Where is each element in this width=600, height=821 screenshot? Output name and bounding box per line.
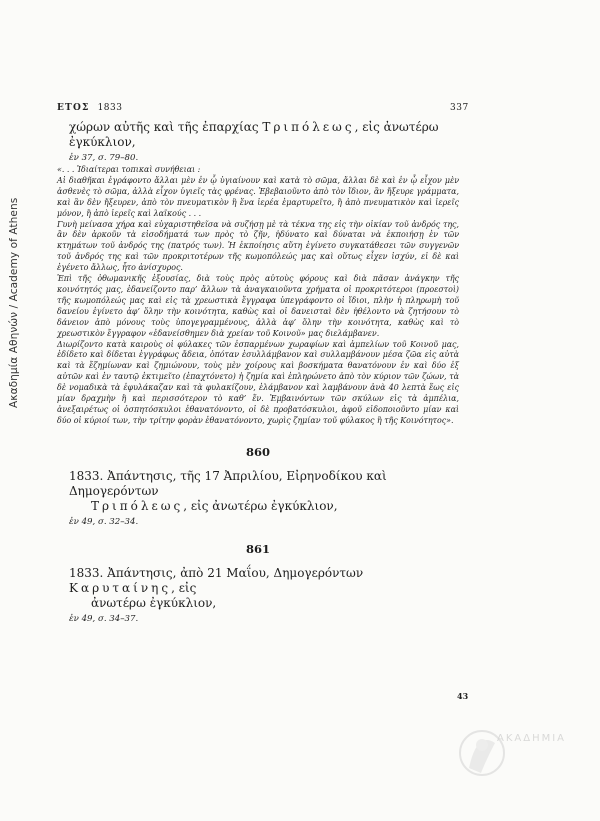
entry-title-text-end: , εἰς ἀνωτέρω [354, 120, 439, 134]
paragraph: Ἐπὶ τῆς ὀθωμανικῆς ἐξουσίας, διὰ τοὺς πρὸς αὐτοὺς φόρους καὶ διὰ πᾶσαν ἀνάγκην τῆς κοινότητός μας, ἐδανείζοντο παρ’ ἄλλων τὰ ἀναγκαιοῦντα χρήματα οἱ προκριτότεροι (προεστοὶ) τῆς κωμοπόλεώς μας καὶ εἰς τὰ χρεωστικὰ ἔγγραφα ὑπεγράφοντο οἱ ἴδιοι, πλὴν ἡ πληρωμὴ τοῦ δανείου ἐγίνετο ἀφ’ ὅλην τὴν κοινότητα, καθὼς καὶ οἱ δανεισταὶ δὲν ἠθέλοντο νὰ ζητήσουν τὸ δάνειον ἀπὸ μόνους τοὺς ὑπογεγραμμένους, ἀλλὰ ἀφ’ ὅλην τὴν κοινότητα, καθὼς καὶ τὸ χρεωστικὸν ἔγγραφον «ἐδανείσθημεν διὰ χρείαν τοῦ Κοινοῦ» μας διελάμβανεν. [57, 274, 459, 338]
archive-sidebar-label: Ακαδημία Αθηνών / Academy of Athens [8, 197, 20, 408]
entry-title [69, 120, 459, 150]
entry-reference: ἐν 49, σ. 34–37. [69, 613, 139, 624]
entry-title-text-end: , εἰς [171, 580, 197, 595]
entry-title-place: Τριπόλεως [262, 120, 355, 134]
entry-860 [57, 445, 459, 528]
header-year: 1833 [97, 103, 123, 113]
entry-number: 860 [245, 444, 270, 459]
entry-continued [57, 120, 459, 427]
paragraph: Αἱ διαθῆκαι ἐγράφοντο ἄλλαι μὲν ἐν ᾧ ὑγιαίνουν καὶ κατὰ τὸ σῶμα, ἄλλαι δὲ καὶ ἐν ᾧ εἶχον μὲν ἀσθενὲς τὸ σῶμα, ἀλλὰ εἶχον ὑγιεῖς τὰς φρένας. Ἐβεβαιοῦντο ἀπὸ τὸν ἴδιον, ἂν ἤξευρε γράμματα, καὶ ἂν δὲν ἤξευρεν, ἀπὸ τὸν πνευματικὸν ἢ ἕνα ἱερέα ἐμαρτυρεῖτο, ἢ ἀπὸ πνευματικὸν καὶ ἱερεῖς μόνον, ἢ ἀπὸ ἱερεῖς καὶ λαϊκούς . . . [57, 175, 459, 218]
entry-title-text: χώρων αὐτῆς καὶ τῆς ἐπαρχίας [69, 120, 263, 134]
paragraph: Διωρίζοντο κατὰ καιροὺς οἱ φύλακες τῶν ἐσπαρμένων χωραφίων καὶ ἀμπελίων τοῦ Κοινοῦ μας, ἐδίδετο καὶ δίδεται ἐγγράφως ἄδεια, ὁπόταν ἐσυλλάμβανον καὶ συλλαμβάνουν μέσα ζῶα εἰς αὐτὰ καὶ τὰ ἔζημίωναν καὶ ζημιώνουν, τοὺς μὲν χοίρους καὶ βοσκήματα θανατόνουν ἐν καὶ δύο ἐξ αὐτῶν καὶ ἐν ταυτῷ ἐκτιμεῖτο (ἐπαχτόνετο) ἡ ζημία καὶ ἐπληρώνετο ἀπὸ τὸν κύριον τῶν ζώων, τὰ δὲ νομαδικὰ τὰ ἐφυλάκαζαν καὶ τὰ φυλακίζουν, ἐλάμβανον καὶ λαμβάνουν ἀνὰ 40 λεπτὰ ἕως εἰς μίαν δραχμὴν ἢ καὶ περισσότερον τὸ καθ’ ἕν. Ἐμβαινόντων τῶν σκύλων εἰς τὰ ἀμπέλια, ἀνεξαιρέτως οἱ ὀσπητόσκυλοι ἐθανατόνοντο, οἱ δὲ προβατόσκυλοι, ἀφοῦ εἰδοποιοῦντο μίαν καὶ δύο οἱ κύριοί των, τὴν τρίτην φορὰν ἐθανατόνοντο, χωρὶς ζημίαν τοῦ φύλακος ἢ τῆς Κοινότητος». [57, 339, 459, 425]
entry-reference: ἐν 49, σ. 32–34. [69, 516, 139, 527]
paragraph: Γυνὴ μείνασα χήρα καὶ εὐχαριστηθεῖσα νὰ συζήσῃ μὲ τὰ τέκνα της εἰς τὴν οἰκίαν τοῦ ἀνδρός της, ἂν δὲν ἀρκοῦν τὰ εἰσοδήματά των πρὸς τὸ ζῆν, ἠδύνατο καὶ δύναται νὰ ἐκποιήσῃ ἐν τῶν κτημάτων τοῦ ἀνδρός της (πατρός των). Ἡ ἐκποίησις αὕτη ἐγίνετο συγκατάθεσει τῶν συγγενῶν τοῦ ἀνδρός της καὶ τῶν προκριτοτέρων τῆς κωμοπόλεώς μας καὶ οὕτως εἶχεν ἰσχύν, εἰ δὲ καὶ ἐγένετο ἄλλως, ἦτο ἀνίσχυρος. [57, 219, 459, 273]
paragraph: «. . . Ἰδιαίτεραι τοπικαὶ συνήθειαι : [57, 165, 201, 174]
athena-seal-icon [457, 713, 587, 798]
entry-title-line2: ἀνωτέρω ἐγκύκλιον, [91, 595, 217, 610]
header-page-number: 337 [450, 103, 469, 113]
academy-watermark [457, 713, 587, 798]
page-marker: 43 [457, 691, 469, 701]
running-header [57, 103, 469, 113]
entry-number: 861 [245, 541, 270, 556]
quoted-text [57, 165, 459, 427]
entry-title [69, 469, 459, 514]
entry-title-text: 1833. Ἀπάντησις, ἀπὸ 21 Μαΐου, Δημογερόντων [69, 565, 364, 580]
entry-title-place: Καρυταίνης [69, 580, 172, 595]
entry-title-place: Τριπόλεως [91, 498, 184, 513]
entry-title-text: 1833. Ἀπάντησις, τῆς 17 Ἀπριλίου, Εἰρηνοδίκου καὶ Δημογερόντων [69, 468, 387, 498]
entry-title-text-end: , εἰς ἀνωτέρω ἐγκύκλιον, [183, 498, 338, 513]
main-content [57, 120, 459, 625]
entry-861 [57, 542, 459, 625]
entry-title-line2: ἐγκύκλιον, [69, 135, 136, 149]
header-label: ΕΤΟΣ [57, 103, 90, 113]
entry-reference: ἐν 37, σ. 79–80. [69, 153, 139, 163]
watermark-text-left: ΑΚΑΔΗΜΙΑ [497, 733, 567, 744]
entry-title [69, 566, 459, 611]
